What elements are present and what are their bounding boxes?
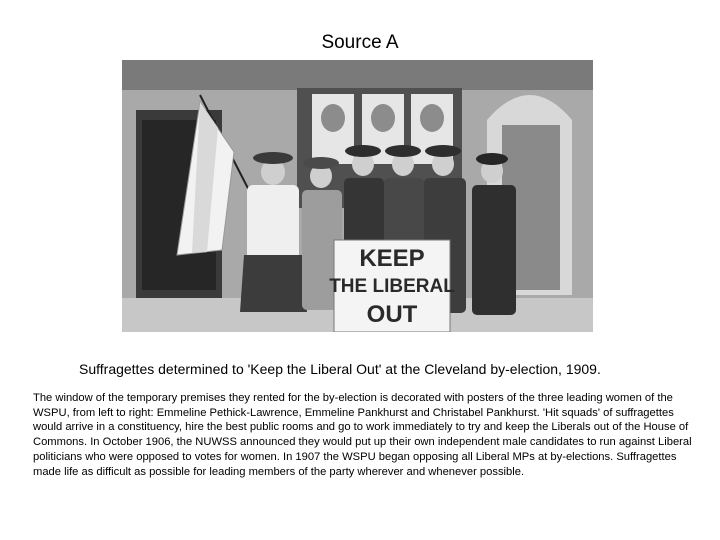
shop-fascia	[122, 60, 593, 90]
description-paragraph: The window of the temporary premises they rented for the by-election is decorated with posters of the three leading women of the WSPU, from left to right: Emmeline Pethick-Lawrence, Emmeline Pankhurst and Christabel Pankhurst. 'Hit squads' of suffragettes would arrive in a constituency, hire the best public rooms and go to work immediately to try and keep the Liberals out of the House of Commons. In October 1906, the NUWSS announced they would put up their own independent male candidates to run against Liberal politicians who were opposed to votes for women. In 1907 the WSPU began opposing all Liberal MPs at by-elections. Suffragettes made life as difficult as possible for leading members of the party wherever and whenever possible.	[33, 392, 692, 478]
photo-caption: Suffragettes determined to 'Keep the Liberal Out' at the Cleveland by-election, 1909.	[79, 361, 601, 377]
keep-the-liberal-out-placard	[329, 240, 455, 332]
placard-line-1: KEEP	[359, 245, 425, 272]
page-title: Source A	[321, 32, 399, 53]
placard-line-2: THE LIBERAL	[329, 276, 455, 297]
historical-photograph	[122, 60, 593, 332]
placard-line-3: OUT	[366, 301, 418, 328]
